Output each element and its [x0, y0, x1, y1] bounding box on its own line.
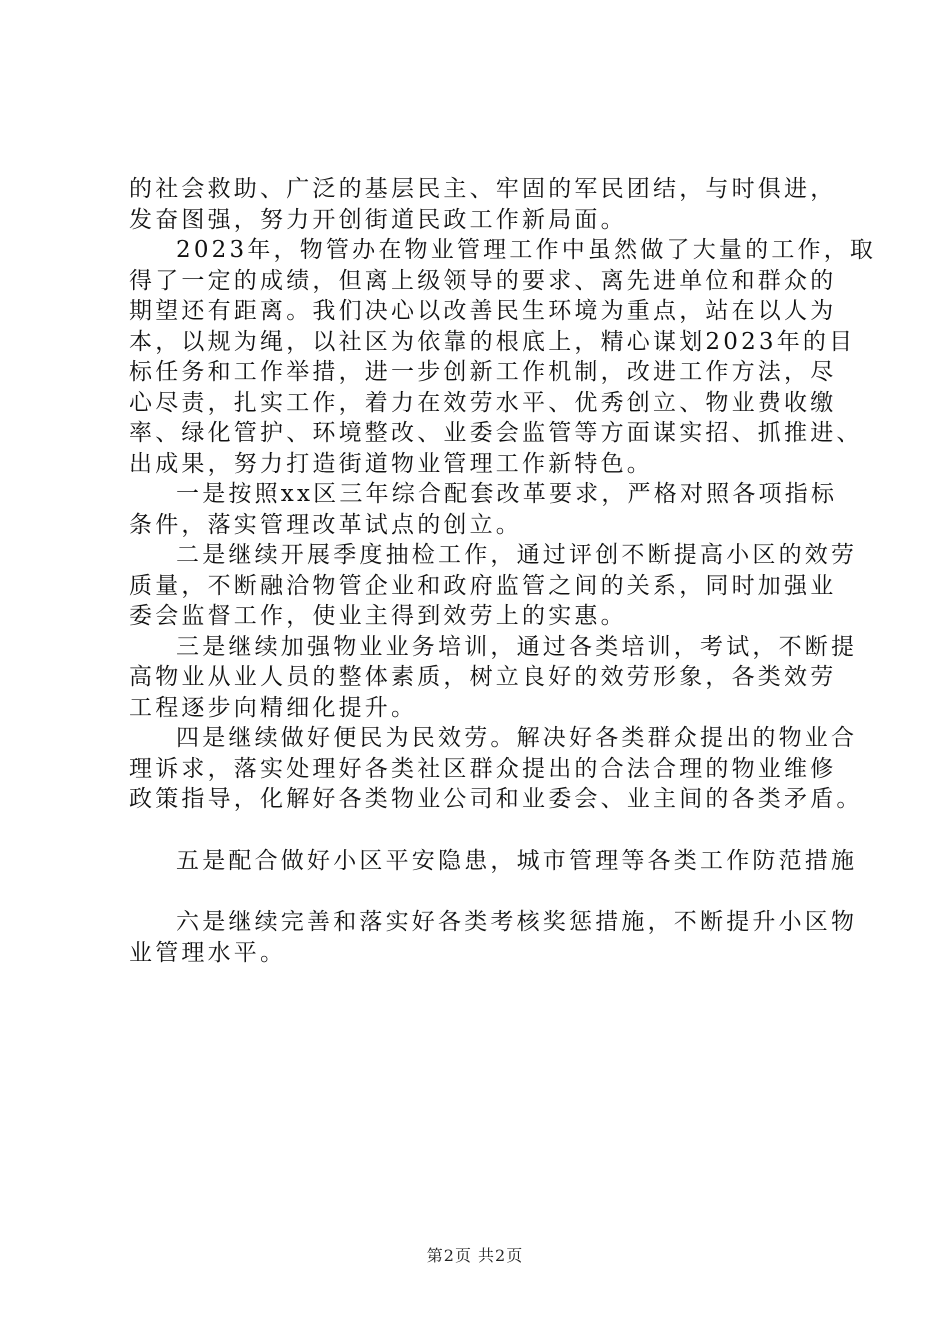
text-line: 工程逐步向精细化提升。: [129, 694, 418, 721]
paragraph-start-line: 2023年，物管办在物业管理工作中虽然做了大量的工作，取: [176, 237, 877, 263]
text-line: 得了一定的成绩，但离上级领导的要求、离先进单位和群众的: [129, 267, 837, 294]
text-line: 条件，落实管理改革试点的创立。: [129, 511, 522, 538]
document-body: [129, 174, 877, 968]
text-line: 政策指导，化解好各类物业公司和业委会、业主间的各类矛盾。: [129, 786, 863, 812]
paragraph-start-line: 六是继续完善和落实好各类考核奖惩措施，不断提升小区物: [176, 909, 858, 935]
text-line: 质量，不断融洽物管企业和政府监管之间的关系，同时加强业: [129, 572, 837, 599]
text-line: 的社会救助、广泛的基层民主、牢固的军民团结，与时俱进，: [129, 176, 837, 202]
paragraph-start-line: 四是继续做好便民为民效劳。解决好各类群众提出的物业合: [176, 725, 858, 751]
text-line: 心尽责，扎实工作，着力在效劳水平、优秀创立、物业费收缴: [129, 389, 837, 416]
paragraph-start-line: 一是按照xx区三年综合配套改革要求，严格对照各项指标: [176, 481, 838, 507]
paragraph-gap: [129, 876, 834, 907]
page-number-footer: 第2页 共2页: [426, 1246, 524, 1265]
text-line: 委会监督工作，使业主得到效劳上的实惠。: [129, 603, 627, 629]
paragraph-start-line: 五是配合做好小区平安隐患，城市管理等各类工作防范措施: [176, 847, 858, 874]
text-line: 高物业从业人员的整体素质，树立良好的效劳形象，各类效劳: [129, 664, 837, 690]
paragraph-start-line: 三是继续加强物业业务培训，通过各类培训，考试，不断提: [176, 633, 858, 660]
text-line: 理诉求，落实处理好各类社区群众提出的合法合理的物业维修: [129, 755, 837, 782]
text-line: 本，以规为绳，以社区为依靠的根底上，精心谋划2023年的目: [129, 328, 856, 355]
paragraph-start-line: 二是继续开展季度抽检工作，通过评创不断提高小区的效劳: [176, 542, 858, 568]
paragraph-gap: [129, 815, 834, 846]
text-line: 率、绿化管护、环境整改、业委会监管等方面谋实招、抓推进、: [129, 420, 863, 446]
text-line: 标任务和工作举措，进一步创新工作机制，改进工作方法，尽: [129, 359, 837, 385]
text-line: 出成果，努力打造街道物业管理工作新特色。: [129, 450, 653, 477]
text-line: 期望还有距离。我们决心以改善民生环境为重点，站在以人为: [129, 298, 837, 324]
text-line: 发奋图强，努力开创街道民政工作新局面。: [129, 206, 627, 233]
text-line: 业管理水平。: [129, 939, 287, 966]
